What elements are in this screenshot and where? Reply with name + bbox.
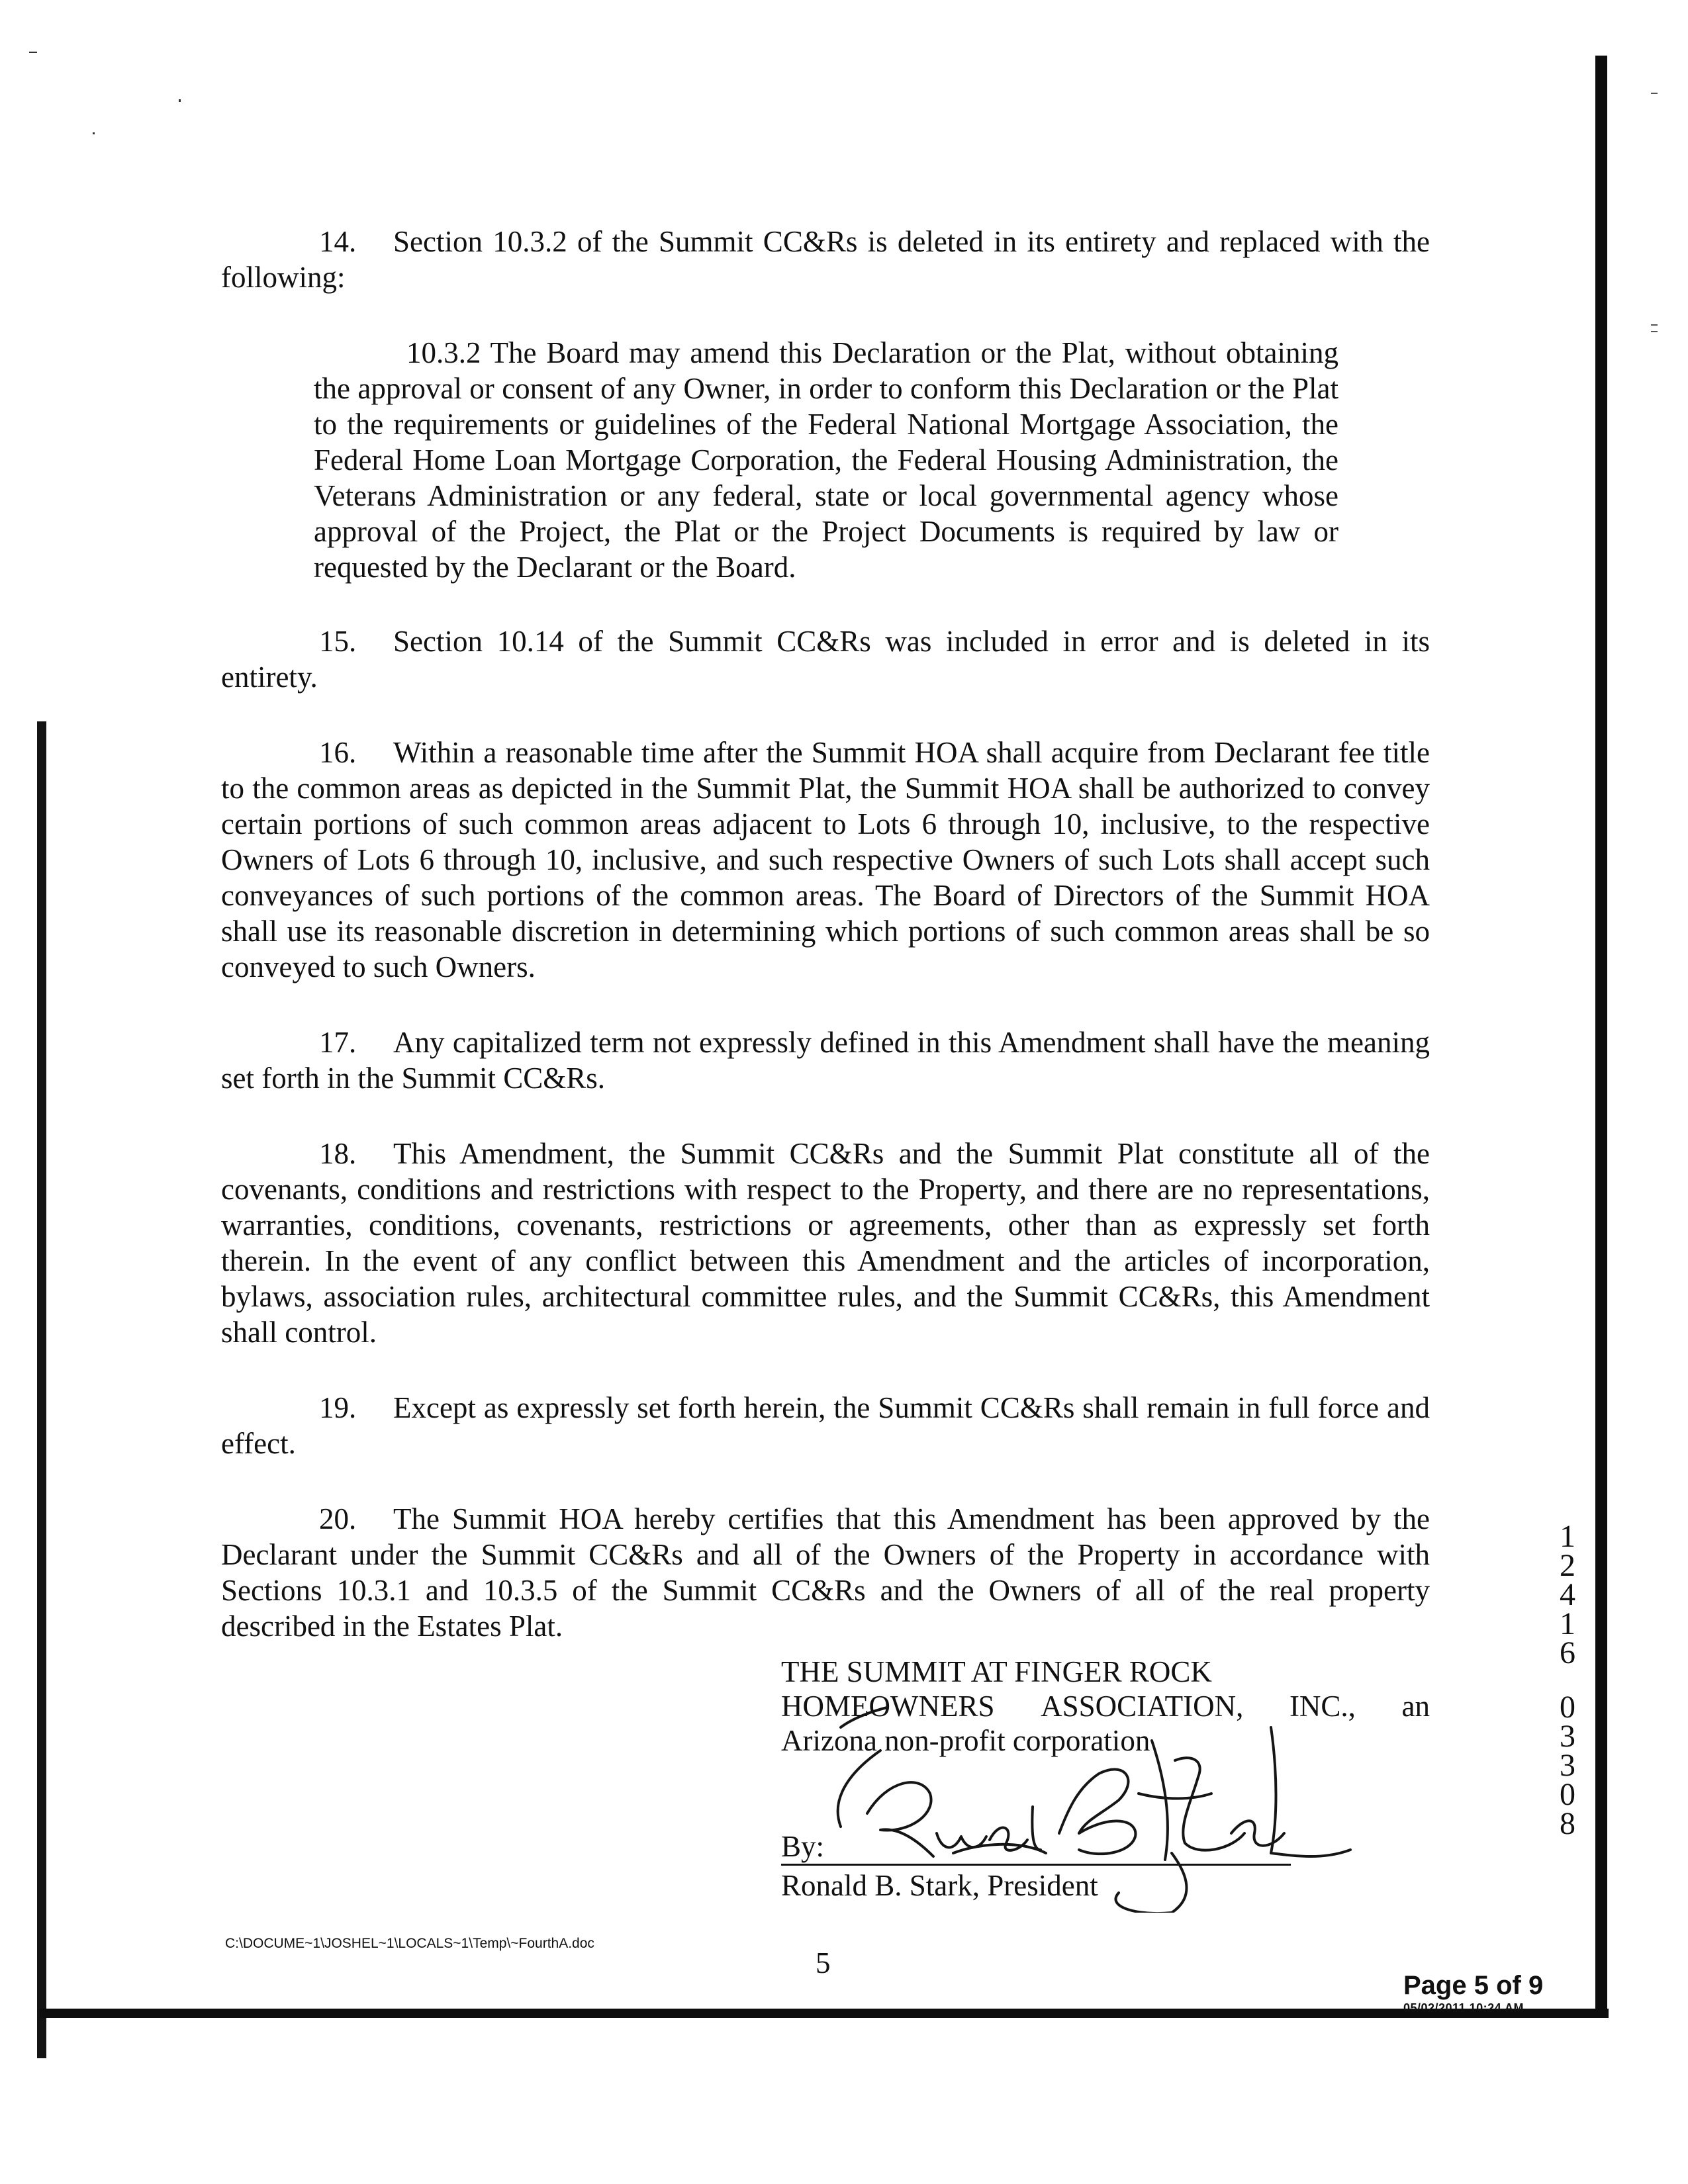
bates-digit: 0: [1560, 1777, 1575, 1812]
signature-org-word: ASSOCIATION,: [1041, 1690, 1244, 1723]
signature-org-word: INC.,: [1289, 1690, 1356, 1723]
signature-org-line-3: Arizona non-profit corporation: [781, 1724, 1150, 1757]
paragraph-15: [221, 623, 1430, 695]
bates-digit: 6: [1560, 1635, 1575, 1670]
quoted-section-10-3-2: 10.3.2 The Board may amend this Declaration or the Plat, without obtaining the approval or consent of any Owner, in order to conform this Declaration or the Plat to the requirements or guidelines of the Federal National Mortgage Association, the Federal Home Loan Mortgage Corporation, the Federal Housing Administration, the Veterans Administration or any federal, state or local governmental agency whose approval of the Project, the Plat or the Project Documents is required by law or requested by the Declarant or the Board.: [314, 336, 1338, 584]
signature-org-word: an: [1401, 1690, 1430, 1723]
paragraph-19: [221, 1390, 1430, 1461]
paragraph-number: 16.: [319, 736, 357, 769]
bates-digit: 4: [1560, 1577, 1575, 1612]
paragraph-number: 15.: [319, 625, 357, 658]
document-body: [221, 224, 1430, 1684]
scan-edge-bottom: [40, 2009, 1609, 2018]
paragraph-text: Within a reasonable time after the Summit HOA shall acquire from Declarant fee title to the common areas as depicted in the Summit Plat, the Summit HOA shall be authorized to convey certain portions of such common areas adjacent to Lots 6 through 10, inclusive, to the respective Owners of Lots 6 through 10, inclusive, and such respective Owners of such Lots shall accept such conveyances of such portions of the common areas. The Board of Directors of the Summit HOA shall use its reasonable discretion in determining which portions of such common areas shall be so conveyed to such Owners.: [221, 736, 1430, 983]
signature-org-word: HOMEOWNERS: [781, 1690, 995, 1723]
scan-speck: [29, 52, 37, 53]
paragraph-number: 20.: [319, 1502, 357, 1535]
page-of-total: Page 5 of 9: [1403, 1971, 1544, 2000]
paragraph-17: [221, 1024, 1430, 1096]
paragraph-14: [221, 224, 1430, 295]
paragraph-18: [221, 1136, 1430, 1350]
bates-digit: 8: [1560, 1806, 1575, 1841]
scan-speck: [1651, 324, 1658, 326]
scan-speck: [1651, 93, 1658, 94]
paragraph-text: This Amendment, the Summit CC&Rs and the Summit Plat constitute all of the covenants, conditions and restrictions with respect to the Property, and there are no representations, warranties, conditions, covenants, restrictions or agreements, other than as expressly set forth therein. In the event of any conflict between this Amendment and the articles of incorporation, bylaws, association rules, architectural committee rules, and the Summit CC&Rs, this Amendment shall control.: [221, 1137, 1430, 1349]
paragraph-text: Any capitalized term not expressly defined in this Amendment shall have the meaning set forth in the Summit CC&Rs.: [221, 1026, 1430, 1095]
bates-digit: 0: [1560, 1690, 1575, 1725]
paragraph-number: 14.: [319, 225, 357, 258]
signer-name: Ronald B. Stark, President: [781, 1869, 1098, 1902]
bates-digit: 2: [1560, 1548, 1575, 1583]
paragraph-16: [221, 735, 1430, 985]
paragraph-number: 19.: [319, 1391, 357, 1424]
bates-digit: 1: [1560, 1606, 1575, 1641]
paragraph-text: Except as expressly set forth herein, the Summit CC&Rs shall remain in full force and effect.: [221, 1391, 1430, 1460]
scan-speck: [179, 99, 181, 102]
scan-edge-right: [1595, 56, 1607, 2015]
bates-number: [1554, 1519, 1581, 1841]
bates-digit: 3: [1560, 1719, 1575, 1754]
bates-digit: 3: [1560, 1748, 1575, 1783]
paragraph-text: Section 10.3.2 of the Summit CC&Rs is deleted in its entirety and replaced with the following:: [221, 225, 1430, 294]
scan-speck: [1651, 331, 1658, 332]
paragraph-number: 18.: [319, 1137, 357, 1170]
handwritten-signature: [768, 1701, 1364, 1913]
page-number: 5: [816, 1946, 831, 1979]
paragraph-20: [221, 1501, 1430, 1644]
bates-digit: 1: [1560, 1519, 1575, 1554]
scan-speck: [93, 132, 95, 134]
print-timestamp: 05/02/2011 10:24 AM: [1403, 2001, 1524, 2015]
file-path: C:\DOCUME~1\JOSHEL~1\LOCALS~1\Temp\~FourthA.doc: [225, 1936, 594, 1951]
paragraph-text: Section 10.14 of the Summit CC&Rs was included in error and is deleted in its entirety.: [221, 625, 1430, 694]
scan-edge-left: [37, 721, 46, 2058]
by-label: By:: [781, 1830, 825, 1863]
paragraph-number: 17.: [319, 1026, 357, 1059]
paragraph-text: The Summit HOA hereby certifies that this Amendment has been approved by the Declarant under the Summit CC&Rs and all of the Owners of the Property in accordance with Sections 10.3.1 and 10.3.5 of the Summit CC&Rs and the Owners of all of the real property described in the Estates Plat.: [221, 1502, 1430, 1643]
signature-org-line-1: THE SUMMIT AT FINGER ROCK: [781, 1655, 1212, 1688]
